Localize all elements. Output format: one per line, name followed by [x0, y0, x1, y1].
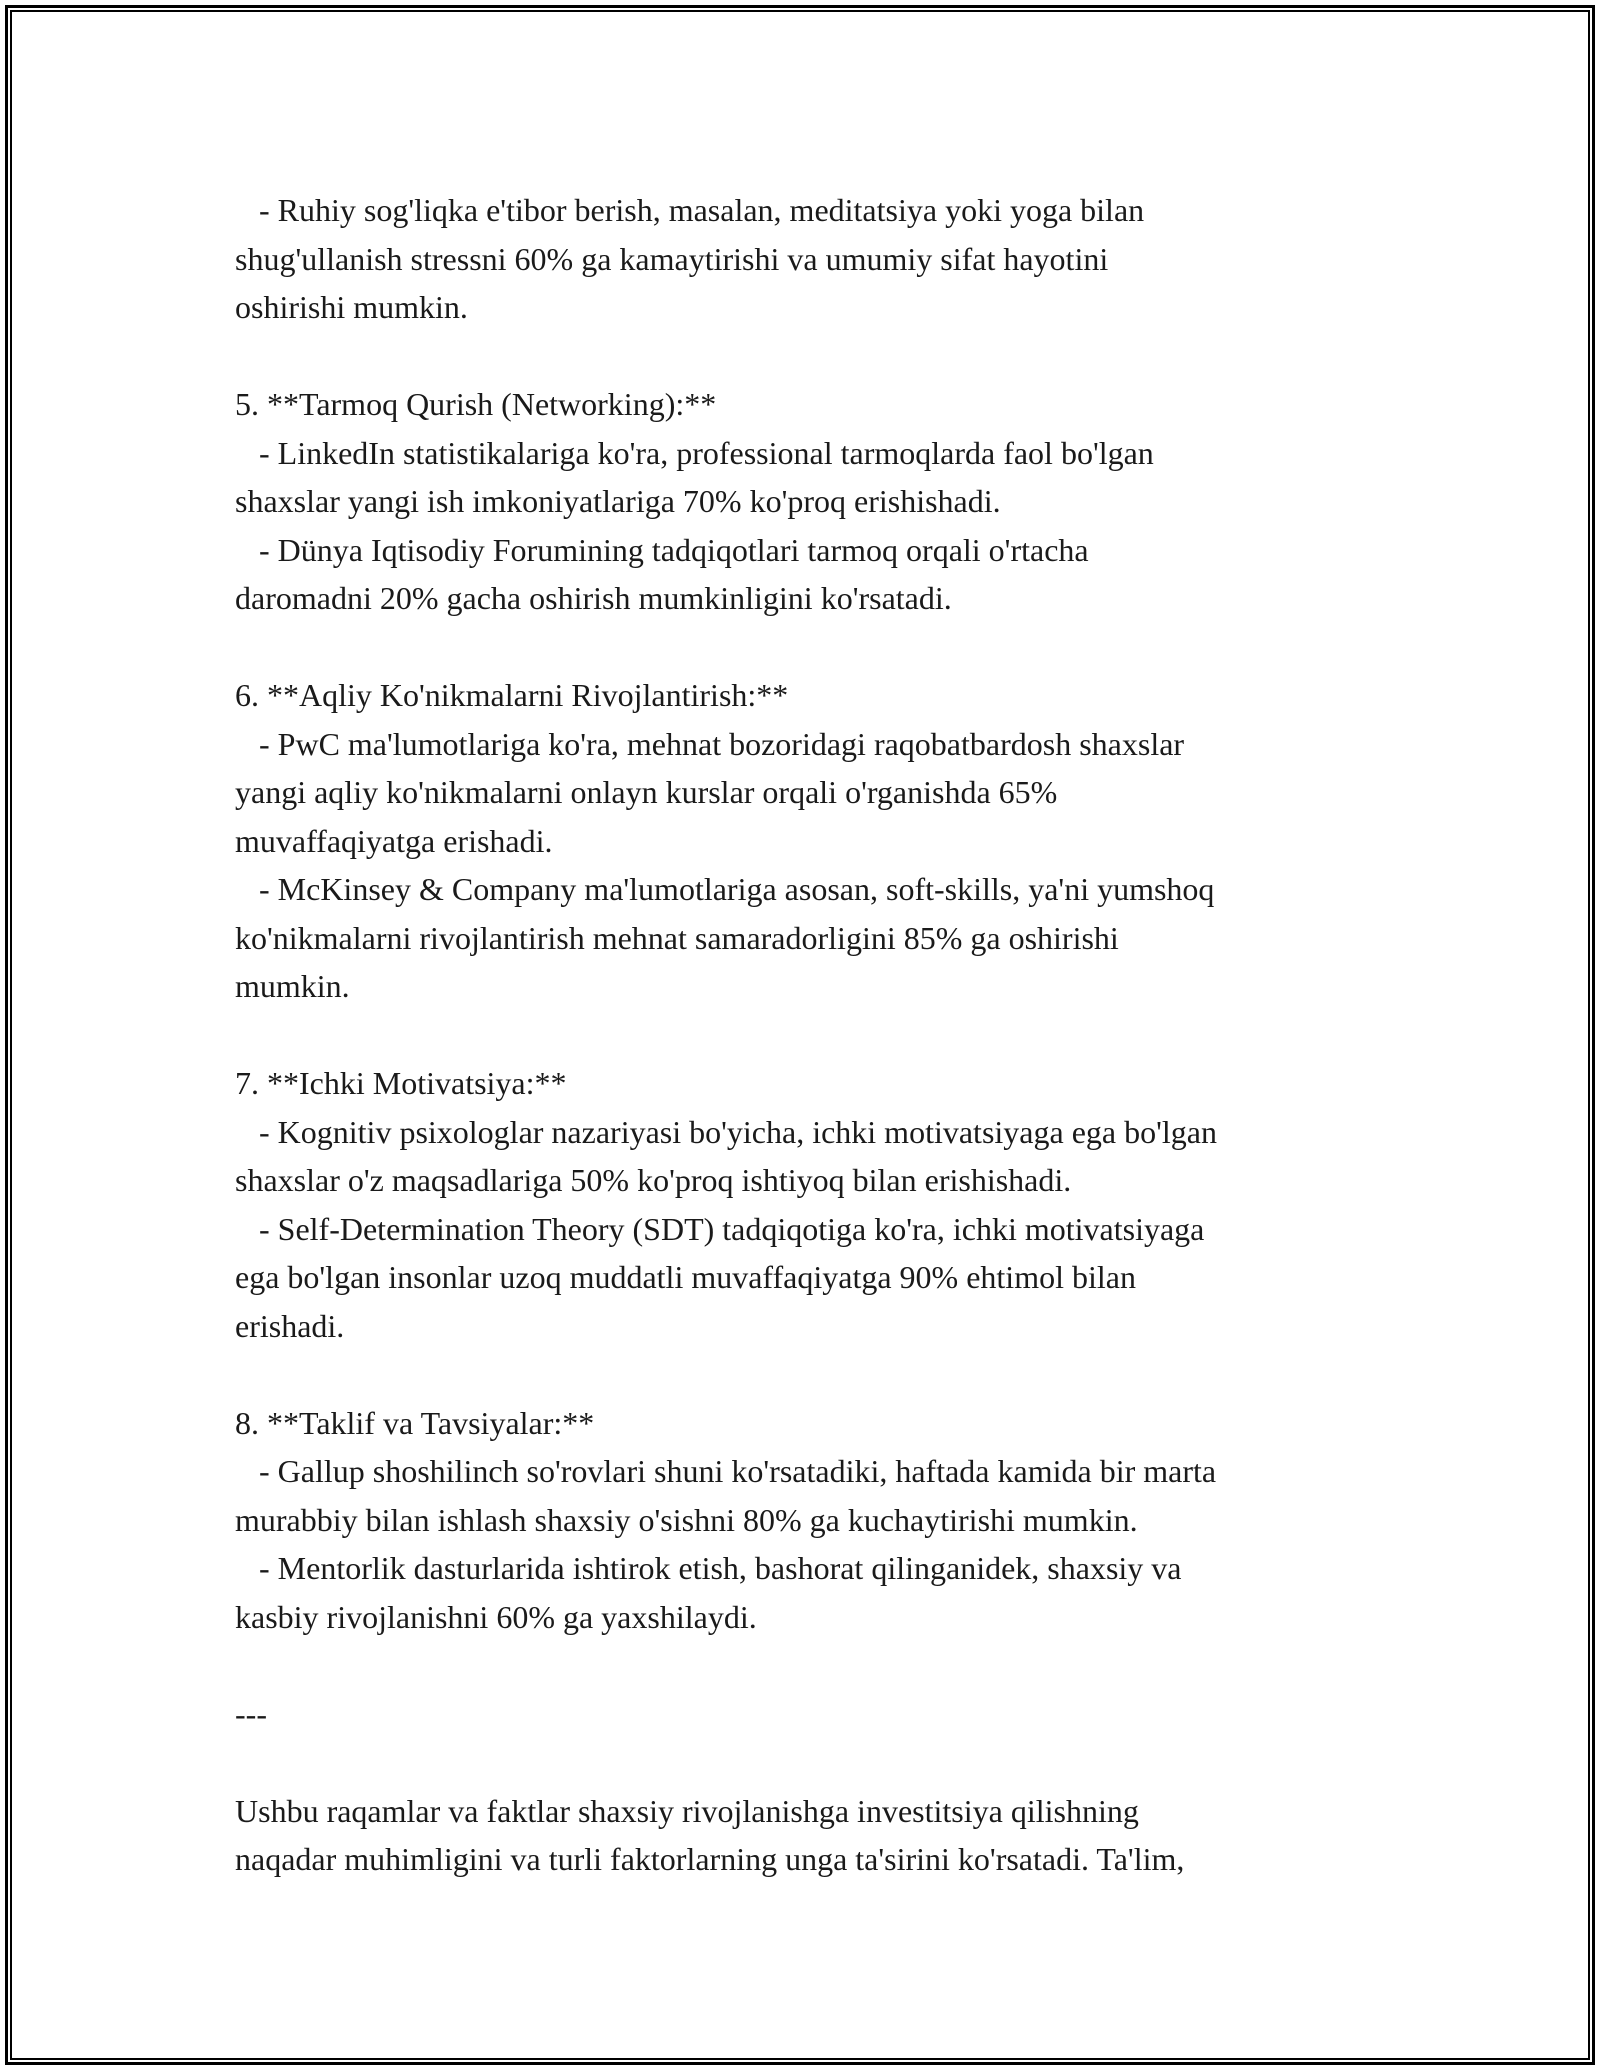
horizontal-rule: ---: [235, 1695, 267, 1732]
blank-line: [235, 1011, 1410, 1060]
text-line: erishadi.: [235, 1307, 345, 1344]
text-line: - Dünya Iqtisodiy Forumining tadqiqotlari tarmoq orqali o'rtacha: [235, 531, 1089, 568]
section-recommendations: [235, 1399, 1410, 1642]
text-line: Ushbu raqamlar va faktlar shaxsiy rivojlanishga investitsiya qilishning: [235, 1792, 1139, 1829]
section-heading: 5. **Tarmoq Qurish (Networking):**: [235, 386, 717, 422]
text-line: shaxslar yangi ish imkoniyatlariga 70% ko'proq erishishadi.: [235, 483, 1001, 519]
closing-paragraph: [235, 1787, 1410, 1884]
text-line: daromadni 20% gacha oshirish mumkinligini ko'rsatadi.: [235, 580, 952, 616]
text-line: mumkin.: [235, 968, 350, 1004]
text-line: - Ruhiy sog'liqka e'tibor berish, masalan, meditatsiya yoki yoga bilan: [235, 192, 1145, 228]
text-line: - Gallup shoshilinch so'rovlari shuni ko'rsatadiki, haftada kamida bir marta: [235, 1453, 1217, 1489]
text-line: murabbiy bilan ishlash shaxsiy o'sishni 80% ga kuchaytirishi mumkin.: [235, 1501, 1138, 1538]
blank-line: [235, 1641, 1410, 1690]
text-line: - Kognitiv psixologlar nazariyasi bo'yicha, ichki motivatsiyaga ega bo'lgan: [235, 1113, 1217, 1150]
text-line: naqadar muhimligini va turli faktorlarning unga ta'sirini ko'rsatadi. Ta'lim,: [235, 1841, 1185, 1877]
blank-line: [235, 332, 1410, 381]
section-heading: 6. **Aqliy Ko'nikmalarni Rivojlantirish:**: [235, 677, 789, 713]
blank-line: [235, 1738, 1410, 1787]
section-networking: [235, 380, 1410, 623]
text-line: yangi aqliy ko'nikmalarni onlayn kurslar orqali o'rganishda 65%: [235, 774, 1058, 810]
blank-line: [235, 623, 1410, 672]
text-line: ko'nikmalarni rivojlantirish mehnat samaradorligini 85% ga oshirishi: [235, 919, 1119, 956]
document-body: [235, 186, 1410, 1884]
text-line: - Self-Determination Theory (SDT) tadqiqotiga ko'ra, ichki motivatsiyaga: [235, 1210, 1205, 1247]
text-line: - Mentorlik dasturlarida ishtirok etish, bashorat qilinganidek, shaxsiy va: [235, 1550, 1182, 1586]
intro-bullet: [235, 186, 1410, 332]
text-line: muvaffaqiyatga erishadi.: [235, 822, 553, 859]
text-line: kasbiy rivojlanishni 60% ga yaxshilaydi.: [235, 1598, 757, 1635]
text-line: - LinkedIn statistikalariga ko'ra, professional tarmoqlarda faol bo'lgan: [235, 434, 1154, 471]
text-line: - PwC ma'lumotlariga ko'ra, mehnat bozoridagi raqobatbardosh shaxslar: [235, 725, 1185, 762]
section-heading: 8. **Taklif va Tavsiyalar:**: [235, 1404, 595, 1441]
section-mental-skills: [235, 671, 1410, 1011]
text-line: oshirishi mumkin.: [235, 289, 468, 325]
text-line: shaxslar o'z maqsadlariga 50% ko'proq ishtiyoq bilan erishishadi.: [235, 1162, 1072, 1198]
text-line: shug'ullanish stressni 60% ga kamaytirishi va umumiy sifat hayotini: [235, 240, 1109, 277]
text-line: - McKinsey & Company ma'lumotlariga asosan, soft-skills, ya'ni yumshoq: [235, 871, 1215, 907]
section-motivation: [235, 1059, 1410, 1350]
blank-line: [235, 1350, 1410, 1399]
section-heading: 7. **Ichki Motivatsiya:**: [235, 1065, 567, 1101]
text-line: ega bo'lgan insonlar uzoq muddatli muvaffaqiyatga 90% ehtimol bilan: [235, 1259, 1136, 1295]
